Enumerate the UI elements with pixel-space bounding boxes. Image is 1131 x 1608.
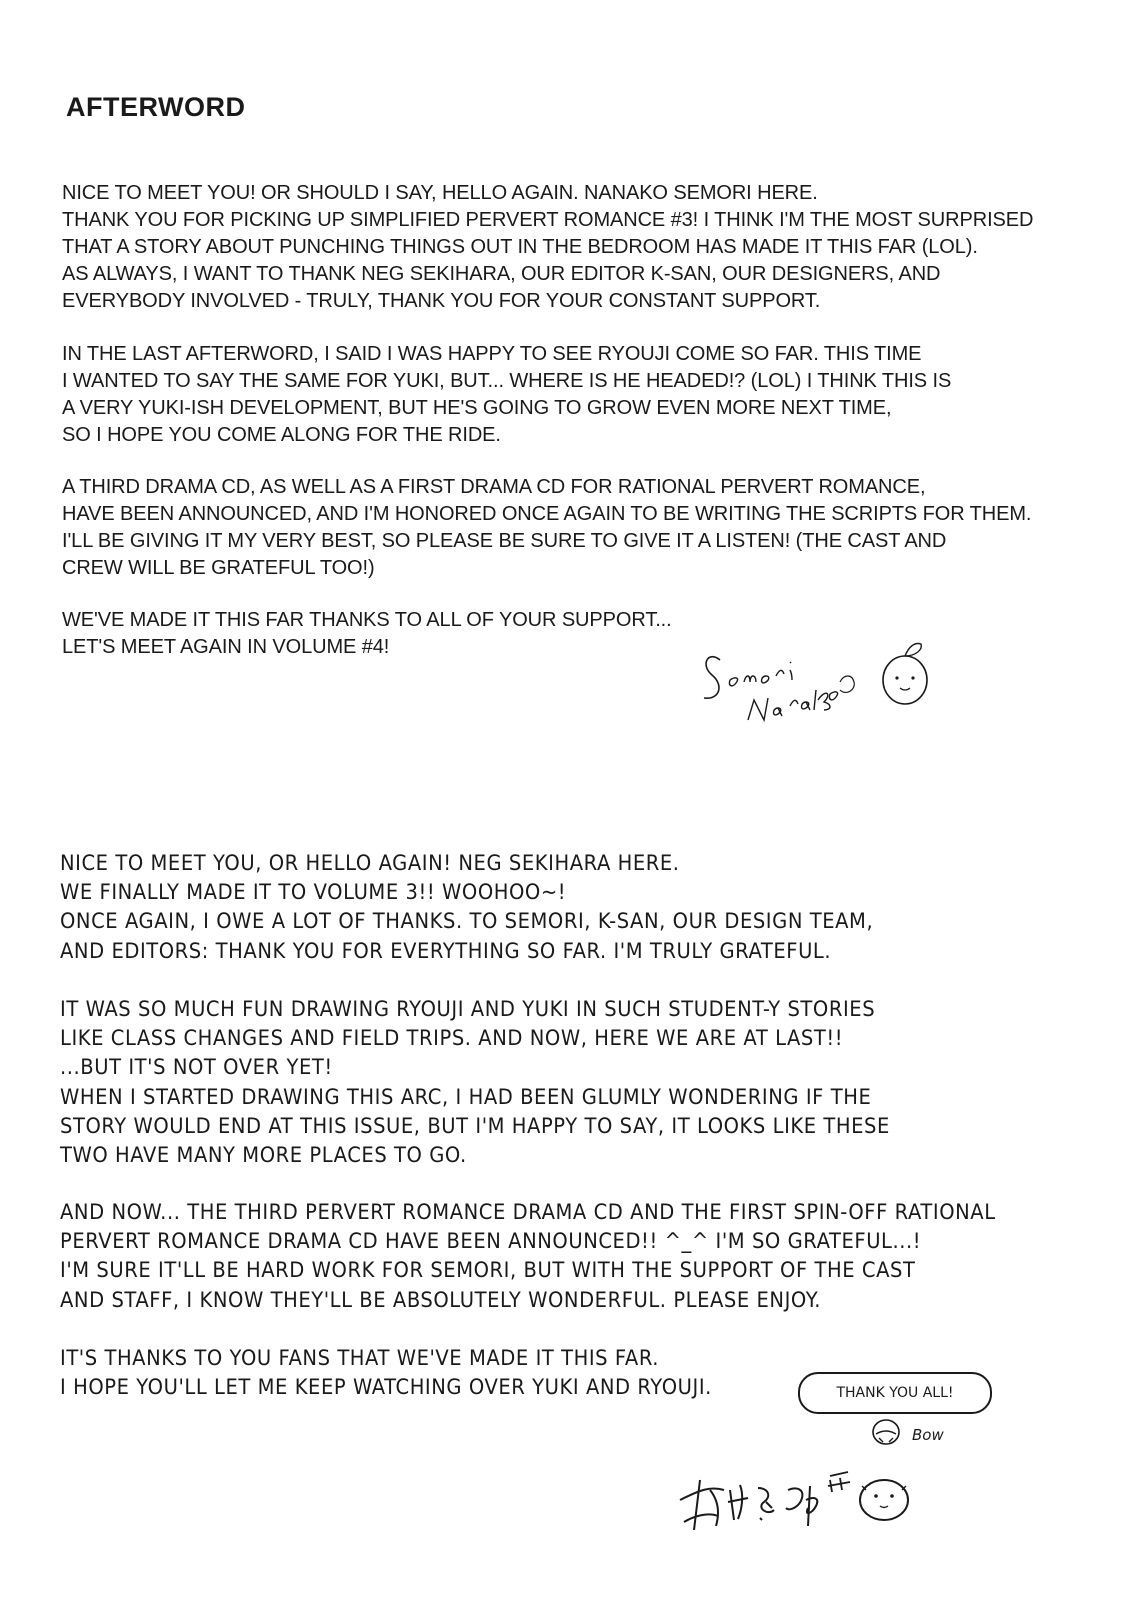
afterword-paragraph-3 — [62, 474, 1031, 582]
text-line: STORY WOULD END AT THIS ISSUE, BUT I'M HAPPY TO SAY, IT LOOKS LIKE THESE — [60, 1113, 890, 1138]
afterword-paragraph-2 — [62, 341, 951, 449]
text-line: NICE TO MEET YOU! OR SHOULD I SAY, HELLO AGAIN. NANAKO SEMORI HERE. — [62, 182, 818, 204]
text-line: NICE TO MEET YOU, OR HELLO AGAIN! NEG SEKIHARA HERE. — [60, 851, 680, 875]
text-line: WE FINALLY MADE IT TO VOLUME 3!! WOOHOO~! — [60, 880, 567, 905]
text-line: THANK YOU FOR PICKING UP SIMPLIFIED PERVERT ROMANCE #3! I THINK I'M THE MOST SURPRISED — [62, 209, 1034, 231]
sekihara-signature-image — [670, 1430, 930, 1550]
text-line: I HOPE YOU'LL LET ME KEEP WATCHING OVER YUKI AND RYOUJI. — [60, 1375, 712, 1400]
text-line: IN THE LAST AFTERWORD, I SAID I WAS HAPPY TO SEE RYOUJI COME SO FAR. THIS TIME — [62, 343, 922, 365]
text-line: LIKE CLASS CHANGES AND FIELD TRIPS. AND NOW, HERE WE ARE AT LAST!! — [60, 1026, 844, 1051]
text-line: AND STAFF, I KNOW THEY'LL BE ABSOLUTELY WONDERFUL. PLEASE ENJOY. — [60, 1287, 822, 1312]
text-line: AND EDITORS: THANK YOU FOR EVERYTHING SO FAR. I'M TRULY GRATEFUL. — [60, 938, 832, 963]
afterword-paragraph-4 — [62, 607, 672, 661]
text-line: I'LL BE GIVING IT MY VERY BEST, SO PLEASE BE SURE TO GIVE IT A LISTEN! (THE CAST AND — [62, 530, 947, 552]
text-line: TWO HAVE MANY MORE PLACES TO GO. — [60, 1143, 467, 1168]
text-line: A THIRD DRAMA CD, AS WELL AS A FIRST DRAMA CD FOR RATIONAL PERVERT ROMANCE, — [62, 476, 926, 498]
text-line: AND NOW... THE THIRD PERVERT ROMANCE DRAMA CD AND THE FIRST SPIN-OFF RATIONAL — [60, 1200, 996, 1224]
text-line: A VERY YUKI-ISH DEVELOPMENT, BUT HE'S GOING TO GROW EVEN MORE NEXT TIME, — [62, 397, 892, 419]
text-line: PERVERT ROMANCE DRAMA CD HAVE BEEN ANNOUNCED!! ^_^ I'M SO GRATEFUL...! — [60, 1229, 922, 1254]
bow-label: Bow — [912, 1426, 944, 1444]
text-line: THAT A STORY ABOUT PUNCHING THINGS OUT IN THE BEDROOM HAS MADE IT THIS FAR (LOL). — [62, 236, 978, 258]
afterword-paragraph-6 — [60, 995, 890, 1170]
text-line: I WANTED TO SAY THE SAME FOR YUKI, BUT... WHERE IS HE HEADED!? (LOL) I THINK THIS IS — [62, 370, 952, 392]
text-line: I'M SURE IT'LL BE HARD WORK FOR SEMORI, BUT WITH THE SUPPORT OF THE CAST — [60, 1258, 916, 1283]
semori-signature-image — [690, 620, 950, 740]
text-line: EVERYBODY INVOLVED - TRULY, THANK YOU FOR YOUR CONSTANT SUPPORT. — [62, 290, 821, 312]
text-line: LET'S MEET AGAIN IN VOLUME #4! — [62, 636, 390, 658]
text-line: WE'VE MADE IT THIS FAR THANKS TO ALL OF YOUR SUPPORT... — [62, 609, 672, 631]
text-line: CREW WILL BE GRATEFUL TOO!) — [62, 557, 375, 579]
afterword-paragraph-8 — [60, 1344, 712, 1402]
speech-bubble-text: THANK YOU ALL! — [836, 1385, 954, 1401]
text-line: IT'S THANKS TO YOU FANS THAT WE'VE MADE IT THIS FAR. — [60, 1346, 660, 1370]
speech-bubble — [798, 1372, 992, 1414]
text-line: SO I HOPE YOU COME ALONG FOR THE RIDE. — [62, 424, 501, 446]
afterword-paragraph-1 — [62, 180, 1033, 315]
text-line: HAVE BEEN ANNOUNCED, AND I'M HONORED ONCE AGAIN TO BE WRITING THE SCRIPTS FOR THEM. — [62, 503, 1032, 525]
text-line: ...BUT IT'S NOT OVER YET! — [60, 1055, 333, 1080]
afterword-paragraph-5 — [60, 849, 873, 966]
afterword-paragraph-7 — [60, 1198, 996, 1315]
text-line: ONCE AGAIN, I OWE A LOT OF THANKS. TO SEMORI, K-SAN, OUR DESIGN TEAM, — [60, 909, 874, 934]
text-line: WHEN I STARTED DRAWING THIS ARC, I HAD BEEN GLUMLY WONDERING IF THE — [60, 1084, 872, 1109]
page-title: AFTERWORD — [66, 92, 246, 122]
text-line: IT WAS SO MUCH FUN DRAWING RYOUJI AND YUKI IN SUCH STUDENT-Y STORIES — [60, 997, 876, 1021]
text-line: AS ALWAYS, I WANT TO THANK NEG SEKIHARA, OUR EDITOR K-SAN, OUR DESIGNERS, AND — [62, 263, 941, 285]
